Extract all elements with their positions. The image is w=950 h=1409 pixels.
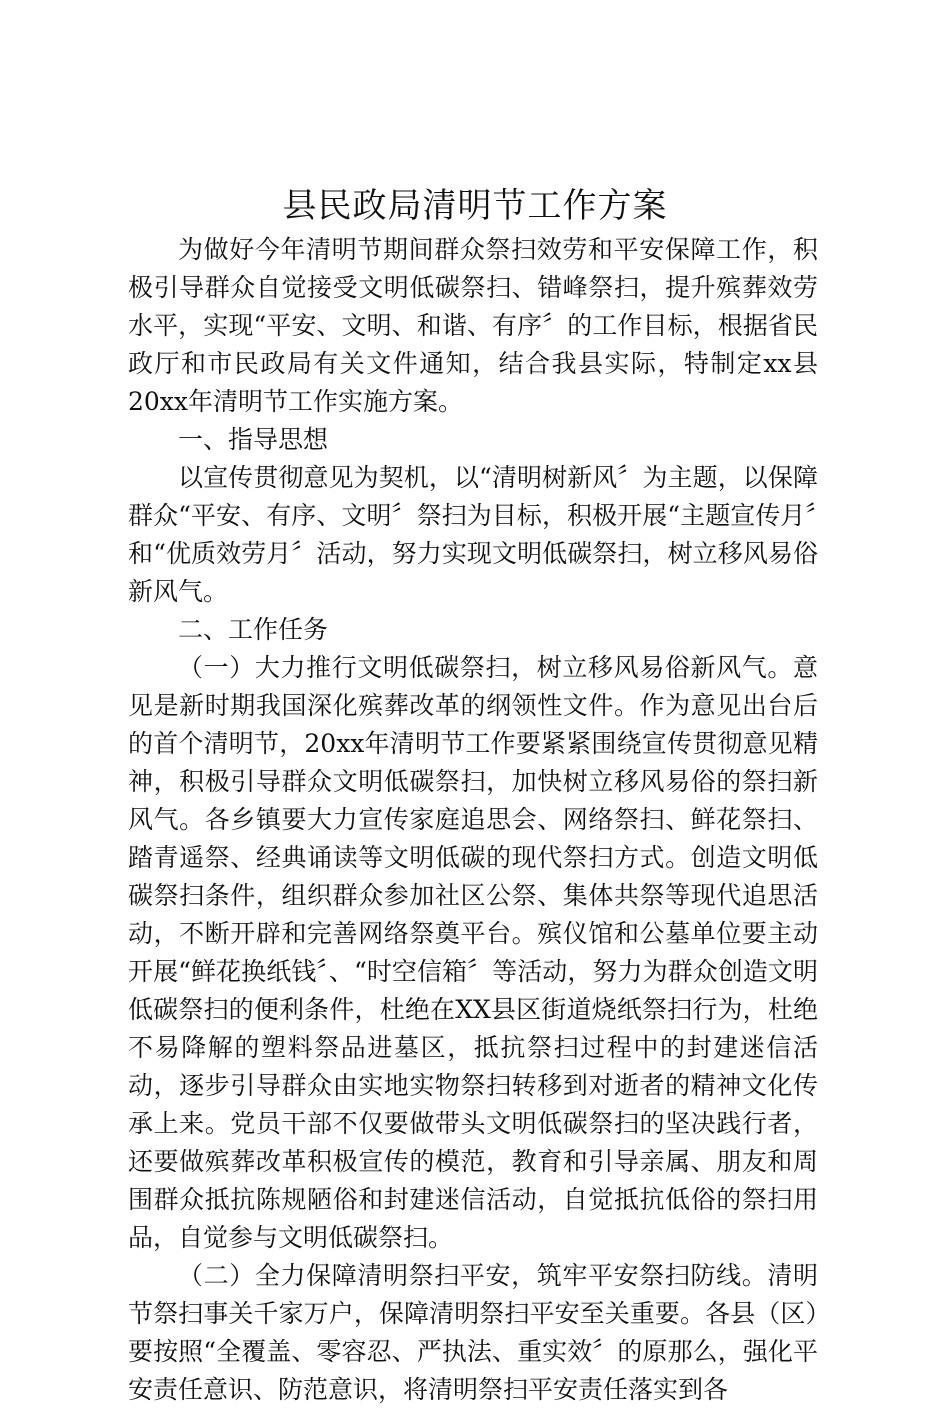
heading-guiding-principle: 一、指导思想 bbox=[178, 425, 329, 454]
heading-work-tasks: 二、工作任务 bbox=[178, 615, 329, 644]
paragraph-task-two: （二）全力保障清明祭扫平安，筑牢平安祭扫防线。清明节祭扫事关千家万户，保障清明祭扫平安至关重要。各县（区）要按照“全覆盖、零容忍、严执法、重实效〞的原那么，强化平安责任意识、防范意识，将清明祭扫平安责任落实到各 bbox=[128, 1261, 818, 1404]
paragraph-task-one: （一）大力推行文明低碳祭扫，树立移风易俗新风气。意见是新时期我国深化殡葬改革的纲领性文件。作为意见出台后的首个清明节，20xx年清明节工作要紧紧围绕宣传贯彻意见精神，积极引导群众文明低碳祭扫，加快树立移风易俗的祭扫新风气。各乡镇要大力宣传家庭追思会、网络祭扫、鲜花祭扫、踏青遥祭、经典诵读等文明低碳的现代祭扫方式。创造文明低碳祭扫条件，组织群众参加社区公祭、集体共祭等现代追思活动，不断开辟和完善网络祭奠平台。殡仪馆和公墓单位要主动开展“鲜花换纸钱〞、“时空信箱〞等活动，努力为群众创造文明低碳祭扫的便利条件，杜绝在XX县区街道烧纸祭扫行为，杜绝不易降解的塑料祭品进墓区，抵抗祭扫过程中的封建迷信活动，逐步引导群众由实地实物祭扫转移到对逝者的精神文化传承上来。党员干部不仅要做带头文明低碳祭扫的坚决践行者，还要做殡葬改革积极宣传的模范，教育和引导亲属、朋友和周围群众抵抗陈规陋俗和封建迷信活动，自觉抵抗低俗的祭扫用品，自觉参与文明低碳祭扫。 bbox=[128, 653, 818, 1252]
document-body bbox=[128, 231, 818, 1409]
document-title: 县民政局清明节工作方案 bbox=[282, 186, 668, 226]
paragraph-intro: 为做好今年清明节期间群众祭扫效劳和平安保障工作，积极引导群众自觉接受文明低碳祭扫、错峰祭扫，提升殡葬效劳水平，实现“平安、文明、和谐、有序〞的工作目标，根据省民政厅和市民政局有关文件通知，结合我县实际，特制定xx县20xx年清明节工作实施方案。 bbox=[128, 235, 818, 416]
paragraph-guiding-principle: 以宣传贯彻意见为契机，以“清明树新风〞为主题，以保障群众“平安、有序、文明〞祭扫为目标，积极开展“主题宣传月〞和“优质效劳月〞活动，努力实现文明低碳祭扫，树立移风易俗新风气。 bbox=[128, 463, 818, 606]
